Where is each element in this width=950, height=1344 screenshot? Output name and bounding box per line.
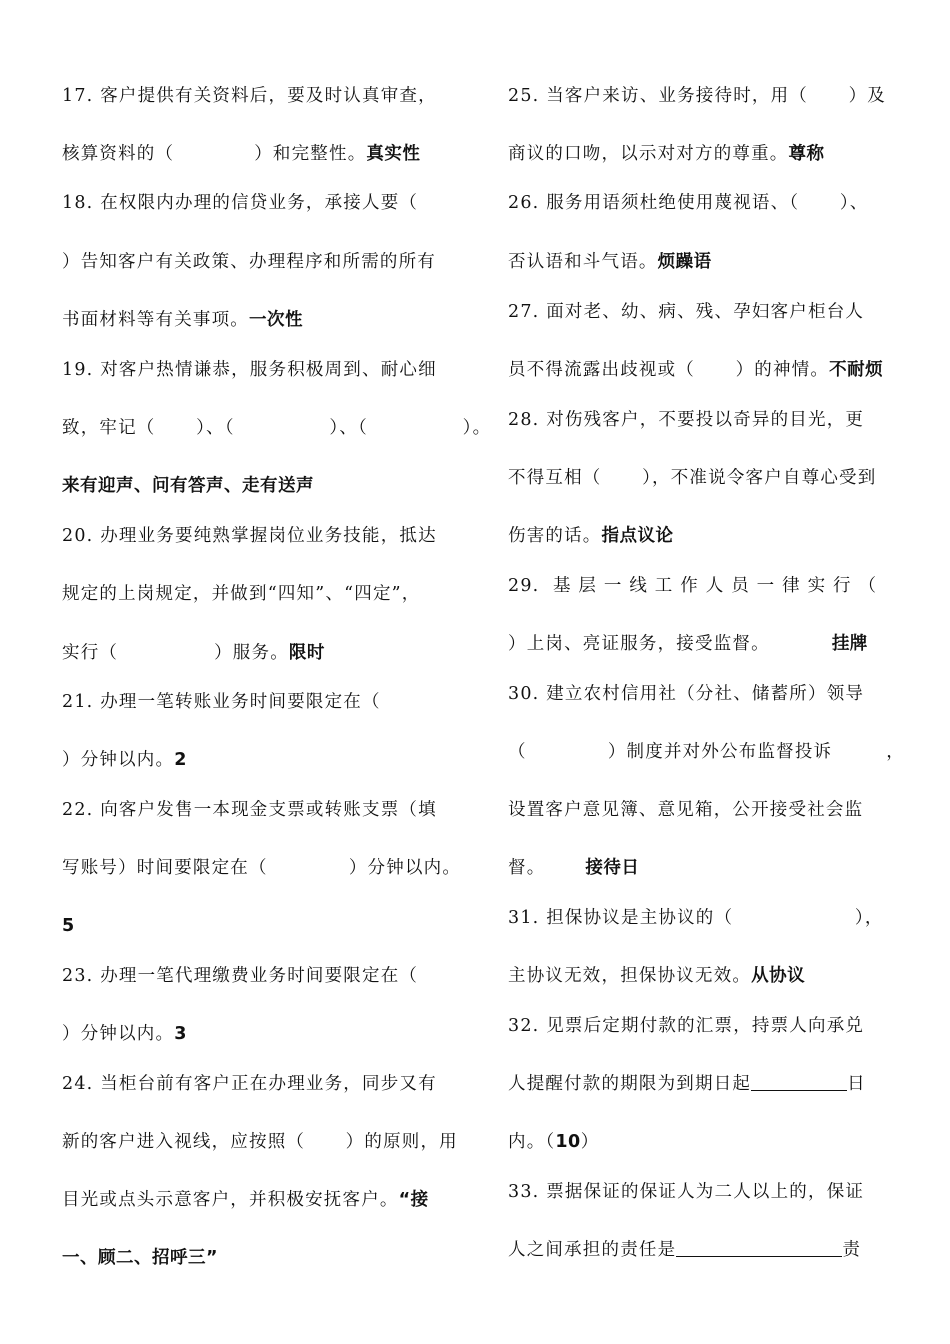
- item-30-line-3: 设置客户意见簿、意见箱，公开接受社会监: [508, 800, 864, 820]
- item-18-line-1: 18. 在权限内办理的信贷业务，承接人要（: [62, 193, 419, 213]
- item-31-line-1: 31. 担保协议是主协议的（ ），: [508, 908, 884, 928]
- item-24-line-3: 目光或点头示意客户，并积极安抚客户。“接: [62, 1190, 429, 1210]
- item-28-line-1: 28. 对伤残客户，不要投以奇异的目光，更: [508, 410, 865, 430]
- item-23-line-1: 23. 办理一笔代理缴费业务时间要限定在（: [62, 966, 419, 986]
- fill-in-blank-32: [751, 1072, 847, 1091]
- answer-30: 接待日: [585, 858, 640, 878]
- answer-32: 10: [555, 1132, 581, 1152]
- answer-20: 限时: [288, 643, 325, 663]
- item-30-line-2: （ ）制度并对外公布监督投诉 ，: [508, 742, 905, 762]
- item-20-line-1: 20. 办理业务要纯熟掌握岗位业务技能，抵达: [62, 526, 437, 546]
- item-28-line-3: 伤害的话。指点议论: [508, 526, 674, 546]
- answer-25: 尊称: [788, 144, 825, 164]
- answer-24-part-2: 一、顾二、招呼三”: [62, 1248, 219, 1268]
- item-33-line-2: 人之间承担的责任是 责: [508, 1240, 862, 1260]
- answer-23: 3: [174, 1024, 187, 1044]
- item-21-line-2: ）分钟以内。2: [62, 750, 187, 770]
- answer-26: 烦躁语: [657, 252, 712, 272]
- item-22-line-1: 22. 向客户发售一本现金支票或转账支票（填: [62, 800, 437, 820]
- item-27-line-1: 27. 面对老、幼、病、残、孕妇客户柜台人: [508, 302, 865, 322]
- answer-28: 指点议论: [601, 526, 674, 546]
- item-19-line-1: 19. 对客户热情谦恭，服务积极周到、耐心细: [62, 360, 437, 380]
- answer-27: 不耐烦: [829, 360, 884, 380]
- item-18-line-2: ）告知客户有关政策、办理程序和所需的所有: [62, 252, 436, 272]
- answer-19: 来有迎声、问有答声、走有送声: [62, 476, 314, 496]
- answer-21: 2: [174, 750, 187, 770]
- item-26-line-1: 26. 服务用语须杜绝使用蔑视语、（ ）、: [508, 193, 869, 213]
- item-22-line-2: 写账号）时间要限定在（ ）分钟以内。: [62, 858, 462, 878]
- item-30-line-1: 30. 建立农村信用社（分社、储蓄所）领导: [508, 684, 865, 704]
- item-32-line-2: 人提醒付款的期限为到期日起 日: [508, 1074, 866, 1094]
- item-32-line-1: 32. 见票后定期付款的汇票，持票人向承兑: [508, 1016, 865, 1036]
- item-21-line-1: 21. 办理一笔转账业务时间要限定在（: [62, 692, 381, 712]
- item-17-line-1: 17. 客户提供有关资料后，要及时认真审查，: [62, 86, 437, 106]
- item-19-line-2: 致，牢记（ ）、（ ）、（ ）。: [62, 418, 492, 438]
- item-26-line-2: 否认语和斗气语。烦躁语: [508, 252, 712, 272]
- item-24-line-2: 新的客户进入视线，应按照（ ）的原则，用: [62, 1132, 458, 1152]
- item-31-line-2: 主协议无效，担保协议无效。从协议: [508, 966, 806, 986]
- item-25-line-2: 商议的口吻，以示对对方的尊重。尊称: [508, 144, 825, 164]
- item-20-line-2: 规定的上岗规定，并做到“四知”、“四定”，: [62, 584, 421, 604]
- item-17-line-2: 核算资料的（ ）和完整性。真实性: [62, 144, 421, 164]
- item-18-line-3: 书面材料等有关事项。一次性: [62, 310, 303, 330]
- item-23-line-2: ）分钟以内。3: [62, 1024, 187, 1044]
- answer-17: 真实性: [366, 144, 421, 164]
- item-29-line-2: ）上岗、亮证服务，接受监督。 挂牌: [508, 634, 868, 654]
- answer-24-part-1: “接: [398, 1190, 429, 1210]
- item-24-line-1: 24. 当柜台前有客户正在办理业务，同步又有: [62, 1074, 437, 1094]
- fill-in-blank-33: [676, 1238, 842, 1257]
- item-29-line-1: 29. 基 层 一 线 工 作 人 员 一 律 实 行 （: [508, 576, 878, 596]
- item-33-line-1: 33. 票据保证的保证人为二人以上的，保证: [508, 1182, 865, 1202]
- item-25-line-1: 25. 当客户来访、业务接待时，用（ ）及: [508, 86, 886, 106]
- answer-18: 一次性: [249, 310, 303, 330]
- item-27-line-2: 员不得流露出歧视或（ ）的神情。不耐烦: [508, 360, 884, 380]
- item-28-line-2: 不得互相（ ），不准说令客户自尊心受到: [508, 468, 877, 488]
- answer-29: 挂牌: [831, 634, 868, 654]
- item-32-line-3: 内。（10）: [508, 1132, 600, 1152]
- answer-31: 从协议: [751, 966, 806, 986]
- answer-22: 5: [62, 916, 75, 936]
- item-20-line-3: 实行（ ）服务。限时: [62, 643, 325, 663]
- item-30-line-4: 督。 接待日: [508, 858, 640, 878]
